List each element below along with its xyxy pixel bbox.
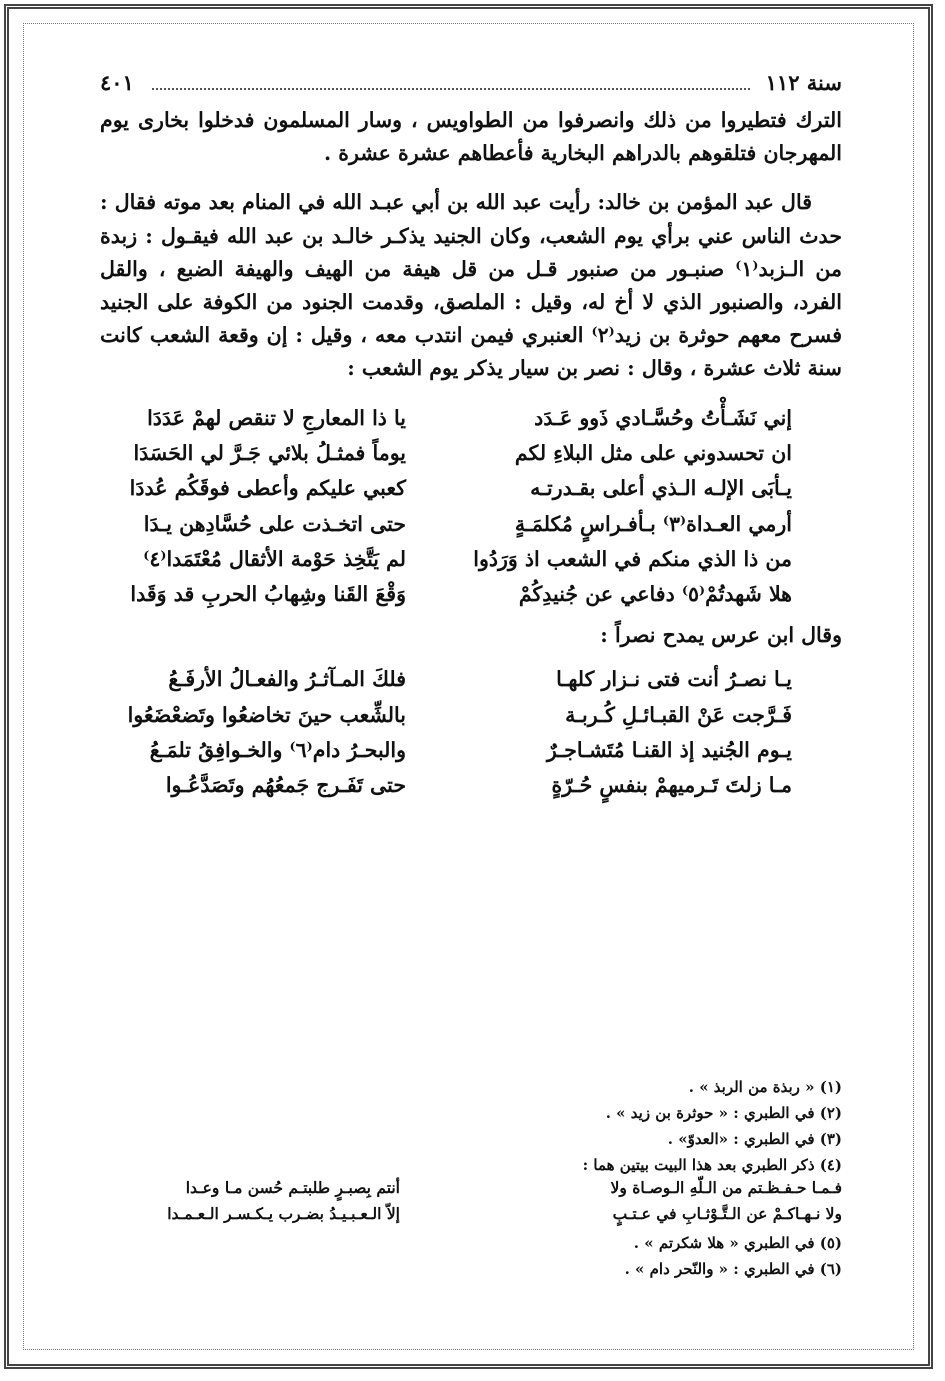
verse-line: [100, 773, 842, 808]
section-intro: وقال ابن عرس يمدح نصراً :: [600, 623, 842, 648]
verse-first-hemistich: أرمي العـداة⁽٣⁾ بـأفـراسٍ مُكلمَـةٍ: [514, 511, 792, 536]
verse-line: [100, 476, 842, 511]
footnote-4: (٤) ذكر الطبري بعد هذا البيت بيتين هما :: [582, 1156, 842, 1174]
verse-first-hemistich: فَـرَّجت عَنْ القبـائـلِ كُـربـة: [565, 702, 792, 727]
verse-first-hemistich: يـا نصـرُ أنت فتى نـزار كلهـا: [556, 667, 792, 692]
verse-first-hemistich: هلا شَهدتُمْ⁽٥⁾ دفاعي عن جُنيدِكُمْ: [518, 582, 792, 607]
verse-second-hemistich: يا ذا المعارجِ لا تنقص لهمْ عَدَدَا: [147, 405, 406, 430]
footnote-verse-line: [100, 1178, 842, 1204]
poem-ibn-urs: [100, 667, 842, 808]
header-dotted-rule: [152, 88, 750, 90]
verse-second-hemistich: كعبي عليكم وأعطى فوقَكُم عُددَا: [129, 476, 406, 501]
verse-second-hemistich: والبحـرُ دام⁽٦⁾ والخـوافِقُ تلمَـعُ: [149, 738, 406, 762]
footnote-2: (٢) في الطبري : « حوثرة بن زيد » .: [605, 1104, 842, 1122]
verse-first-hemistich: يـأبَى الإلـه الـذي أعلى بقـدرتـه: [530, 476, 792, 501]
verse-second-hemistich: أنتم بِصبـرٍ طلبتـم حُسن مـا وعـدا: [185, 1178, 400, 1197]
verse-second-hemistich: وَقْعَ القَنا وشِهابُ الحربِ قد وَقَدا: [130, 582, 406, 607]
verse-second-hemistich: حتى تَفَـرج جَمعُهُم وتَصَدَّعُـوا: [165, 773, 406, 798]
footnotes: [100, 1074, 842, 1282]
footnote-5: (٥) في الطبري « هلا شكرتم » .: [633, 1234, 842, 1252]
footnote-3: (٣) في الطبري : «العدوّ» .: [667, 1130, 842, 1148]
verse-first-hemistich: ولا نـهـاكـمْ عن الـتَّـوْثـابِ في عـتـبٍ: [612, 1204, 842, 1223]
footnote-1: (١) « ربذة من الربذ » .: [688, 1078, 842, 1096]
verse-first-hemistich: يـوم الجُنيد إذ القنـا مُتَشـاجـرٌ: [546, 738, 792, 762]
verse-line: [100, 406, 842, 441]
verse-first-hemistich: من ذا الذي منكم في الشعب اذ وَرَدُوا: [473, 546, 792, 571]
verse-second-hemistich: لم يَتَّخِذ حَوْمة الأثقال مُعْتَمَدا⁽٤⁾: [143, 546, 406, 571]
verse-line: [100, 441, 842, 476]
paragraph-1: الترك فتطيروا من ذلك وانصرفوا من الطواويس ، وسار المسلمون فدخلوا بخارى يوم المهرجان فتلقوهم بالدراهم البخارية فأعطاهم عشرة عشرة .: [100, 108, 842, 166]
verse-second-hemistich: إلاّ الـعـبـيـدُ بضـرب يـكـسـر الـعـمـدا: [167, 1204, 400, 1223]
verse-second-hemistich: فلكَ المـآثـرُ والفعـالُ الأرفَـعُ: [168, 667, 406, 692]
verse-line: [100, 703, 842, 738]
page-number: ٤٠١: [100, 70, 134, 95]
footnote-6: (٦) في الطبري : « والنّحر دام » .: [624, 1260, 842, 1278]
page-content: [100, 66, 842, 1278]
verse-second-hemistich: حتى اتخـذت على حُسَّادِهن يـدَا: [143, 511, 406, 536]
running-header: [100, 66, 842, 104]
header-title: سنة ١١٢: [765, 70, 842, 95]
verse-line: [100, 738, 842, 773]
paragraph-2: قال عبد المؤمن بن خالد: رأيت عبد الله بن أبي عبـد الله في المنام بعد موته فقال : حدث الناس عني برأي يوم الشعب، وكان الجنيد يذكـر خالـد بن عبد الله فيقـول : زبدة من الـزبد⁽١⁾ صنبـور من صنبور قـل من قل هيفة من الهيف والهيفة الضبع ، والقل الفرد، والصنبور الذي لا أخ له، وقيل : الملصق، وقدمت الجنود من الكوفة على الجنيد فسرح معهم حوثرة بن زيد⁽٢⁾ العنبري فيمن انتدب معه ، وقيل : إن وقعة الشعب كانت سنة ثلاث عشرة ، وقال : نصر بن سيار يذكر يوم الشعب :: [100, 190, 842, 381]
verse-first-hemistich: مـا زلتَ تَـرميهمْ بنفسٍ حُـرّةٍ: [551, 773, 792, 798]
verse-line: [100, 582, 842, 617]
verse-second-hemistich: بالشِّعب حينَ تخاضعُوا وتَضعْضَعُوا: [127, 702, 406, 727]
verse-first-hemistich: إني نَشَـأْتُ وحُسَّـادي ذَوو عَـدَد: [534, 405, 792, 430]
verse-line: [100, 512, 842, 547]
verse-second-hemistich: يوماً فمثـلُ بلائي جَـرَّ لي الحَسَدَا: [133, 440, 406, 465]
verse-line: [100, 547, 842, 582]
poem-nasr: [100, 406, 842, 618]
verse-first-hemistich: فـمـا حـفـظـتم من الـلّهِ الـوصـاة ولا: [610, 1178, 842, 1197]
footnote-verse-line: [100, 1204, 842, 1230]
verse-line: [100, 667, 842, 702]
verse-first-hemistich: ان تحسدوني على مثل البلاءِ لكم: [514, 440, 792, 465]
